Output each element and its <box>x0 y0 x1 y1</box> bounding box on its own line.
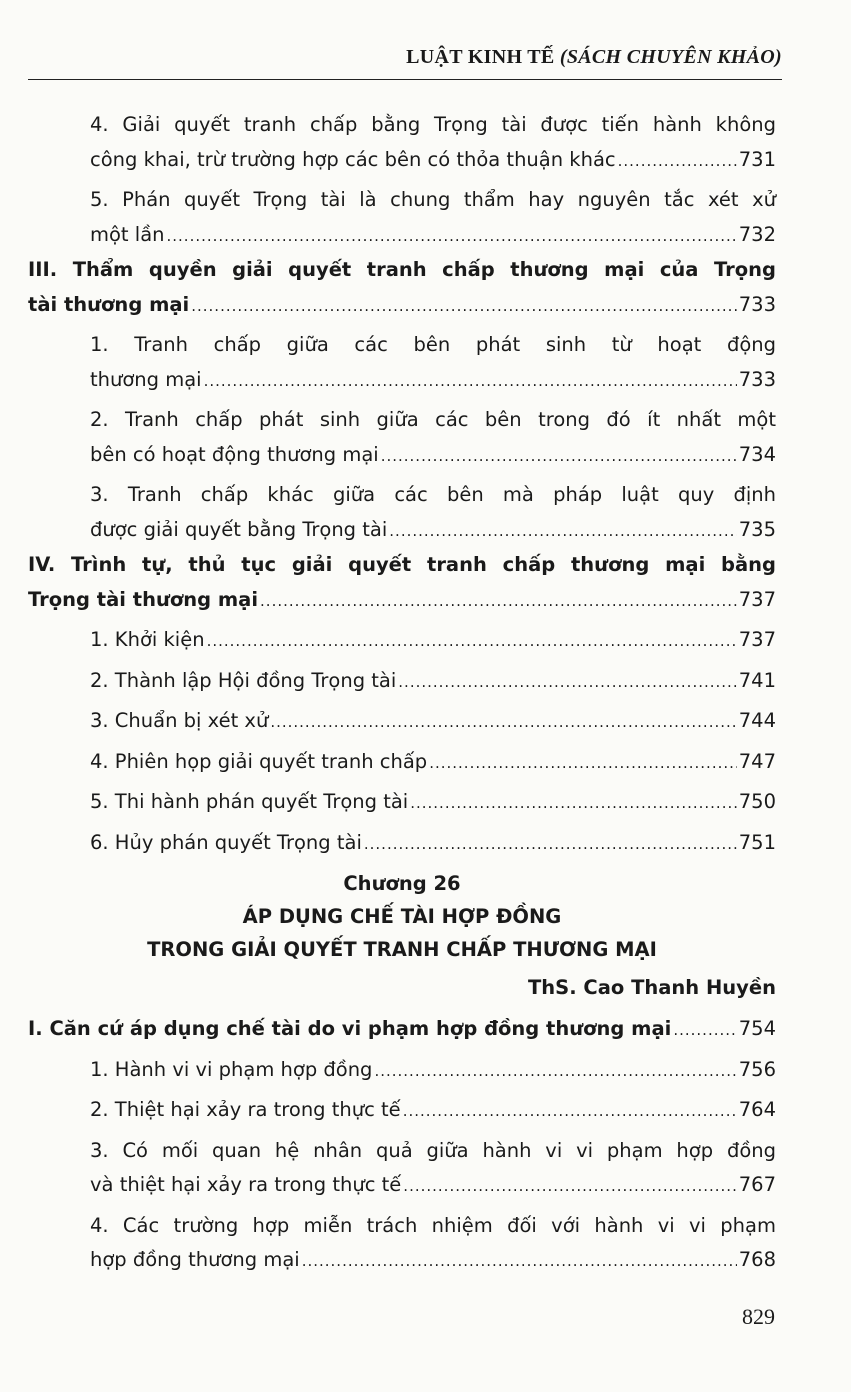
dot-leader <box>167 219 737 254</box>
running-header <box>28 46 782 69</box>
toc-section-heading: IV. Trình tự, thủ tục giải quyết tranh chấp thương mại bằng Trọng tài thương mại ..... 737 <box>28 548 776 618</box>
toc-entry: 6. Hủy phán quyết Trọng tài ..... 751 <box>28 826 776 862</box>
dot-leader <box>270 705 736 740</box>
page-ref: 737 <box>738 628 776 651</box>
page-ref: 737 <box>738 587 776 611</box>
page-ref: 750 <box>738 790 776 813</box>
chapter-title-line2: TRONG GIẢI QUYẾT TRANH CHẤP THƯƠNG MẠI <box>147 938 657 961</box>
toc-entry: 5. Thi hành phán quyết Trọng tài ..... 750 <box>28 785 776 821</box>
toc-entry: 2. Thiệt hại xảy ra trong thực tế ..... 764 <box>28 1093 776 1129</box>
dot-leader <box>429 746 737 781</box>
header-subtitle: (SÁCH CHUYÊN KHẢO) <box>559 46 782 68</box>
page-ref: 768 <box>738 1248 776 1271</box>
toc-entry: 2. Thành lập Hội đồng Trọng tài ..... 741 <box>28 664 776 700</box>
toc-section-heading: I. Căn cứ áp dụng chế tài do vi phạm hợp đồng thương mại ..... 754 <box>28 1012 776 1048</box>
toc-entry: 5. Phán quyết Trọng tài là chung thẩm hay nguyên tắc xét xử một lần ..... 732 <box>28 183 776 253</box>
toc-entry: 3. Tranh chấp khác giữa các bên mà pháp luật quy định được giải quyết bằng Trọng tài ..... 735 <box>28 478 776 548</box>
page-ref: 754 <box>738 1017 776 1040</box>
toc-entry: 3. Chuẩn bị xét xử ..... 744 <box>28 704 776 740</box>
dot-leader <box>260 584 737 619</box>
dot-leader <box>673 1013 736 1048</box>
toc-entry: 4. Các trường hợp miễn trách nhiệm đối với hành vi vi phạm hợp đồng thương mại ..... 768 <box>28 1209 776 1279</box>
page-ref: 744 <box>738 709 776 732</box>
page-ref: 731 <box>738 147 776 171</box>
page-ref: 756 <box>738 1057 776 1081</box>
dot-leader <box>618 144 737 179</box>
toc-entry: 1. Hành vi vi phạm hợp đồng ..... 756 <box>28 1053 776 1089</box>
dot-leader <box>302 1244 737 1279</box>
page-number: 829 <box>742 1304 775 1329</box>
dot-leader <box>204 364 737 399</box>
toc-section-heading: III. Thẩm quyền giải quyết tranh chấp thương mại của Trọng tài thương mại ..... 733 <box>28 253 776 323</box>
header-title: LUẬT KINH TẾ <box>406 46 555 68</box>
page-ref: 741 <box>738 668 776 692</box>
header-rule <box>28 79 782 80</box>
dot-leader <box>403 1169 736 1204</box>
page-ref: 733 <box>738 292 776 316</box>
dot-leader <box>403 1094 737 1129</box>
toc-entry: 2. Tranh chấp phát sinh giữa các bên trong đó ít nhất một bên có hoạt động thương mại ..... 734 <box>28 403 776 473</box>
page-ref: 735 <box>738 517 776 541</box>
page-ref: 733 <box>738 367 776 391</box>
dot-leader <box>389 514 736 549</box>
dot-leader <box>191 289 737 324</box>
dot-leader <box>364 827 737 862</box>
chapter-number: Chương 26 <box>343 872 461 895</box>
page-ref: 751 <box>738 830 776 854</box>
toc-entry: 4. Phiên họp giải quyết tranh chấp ..... 747 <box>28 745 776 781</box>
dot-leader <box>207 624 737 659</box>
page-ref: 747 <box>738 749 776 773</box>
chapter-author: ThS. Cao Thanh Huyền <box>528 976 776 999</box>
toc-entry: 3. Có mối quan hệ nhân quả giữa hành vi vi phạm hợp đồng và thiệt hại xảy ra trong thực tế ..... 767 <box>28 1134 776 1204</box>
page-ref: 734 <box>738 442 776 466</box>
dot-leader <box>410 786 737 821</box>
table-of-contents <box>28 108 776 1279</box>
page-ref: 767 <box>738 1173 776 1196</box>
page-ref: 764 <box>738 1098 776 1121</box>
chapter-title-line1: ÁP DỤNG CHẾ TÀI HỢP ĐỒNG <box>242 905 562 928</box>
dot-leader <box>398 665 736 700</box>
toc-entry: 1. Tranh chấp giữa các bên phát sinh từ hoạt động thương mại ..... 733 <box>28 328 776 398</box>
dot-leader <box>381 439 737 474</box>
dot-leader <box>374 1054 736 1089</box>
page-ref: 732 <box>738 222 776 246</box>
toc-entry: 1. Khởi kiện ..... 737 <box>28 623 776 659</box>
toc-entry: 4. Giải quyết tranh chấp bằng Trọng tài được tiến hành không công khai, trừ trường hợp các bên có thỏa thuận khác ..... 731 <box>28 108 776 178</box>
